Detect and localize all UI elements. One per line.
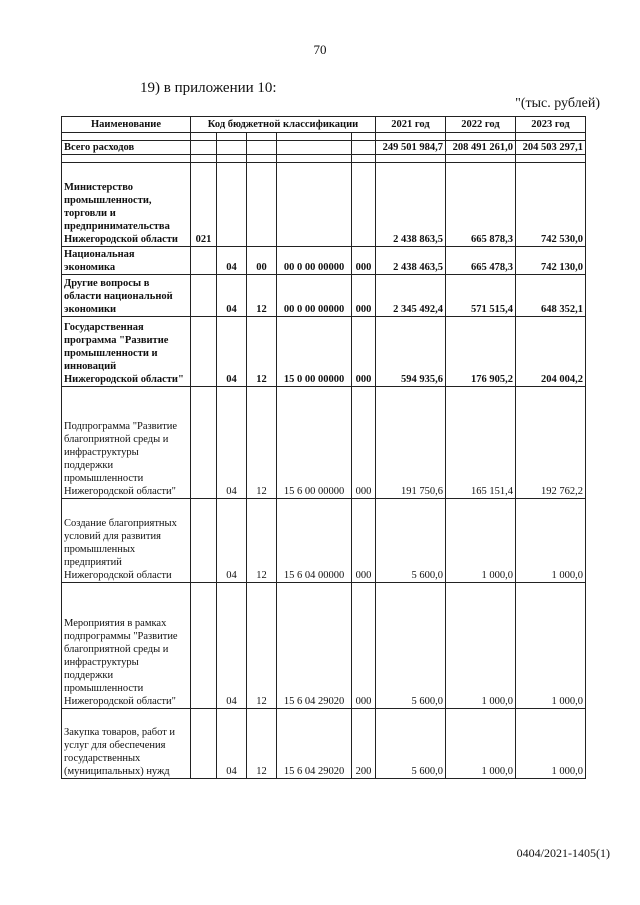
cell-k3: 00: [247, 247, 277, 275]
cell-v1: 594 935,6: [376, 317, 446, 387]
table-body: [62, 133, 586, 779]
cell-v1: 2 345 492,4: [376, 275, 446, 317]
table-row: [62, 709, 586, 779]
cell-v2: 1 000,0: [446, 709, 516, 779]
cell-k2: 04: [217, 317, 247, 387]
cell-k2: 04: [217, 583, 247, 709]
table-row: [62, 275, 586, 317]
cell-k5: 200: [352, 709, 376, 779]
cell-name: Государственная программа "Развитие промышленности и инноваций Нижегородской области": [62, 317, 191, 387]
table-row: [62, 317, 586, 387]
cell-k5: [352, 141, 376, 155]
table-row: [62, 387, 586, 499]
cell-k1: [191, 141, 217, 155]
cell-k4: 15 0 00 00000: [277, 317, 352, 387]
page-number: 70: [313, 42, 327, 57]
table-row: [62, 247, 586, 275]
blank-cell: [277, 155, 352, 163]
cell-v2: 208 491 261,0: [446, 141, 516, 155]
cell-v1: 2 438 463,5: [376, 247, 446, 275]
cell-v1: 5 600,0: [376, 709, 446, 779]
cell-k3: 12: [247, 709, 277, 779]
cell-v3: 1 000,0: [516, 583, 586, 709]
blank-cell: [446, 155, 516, 163]
header-2023: 2023 год: [516, 117, 586, 133]
blank-cell: [352, 155, 376, 163]
cell-k1: [191, 247, 217, 275]
blank-cell: [191, 155, 217, 163]
cell-k3: 12: [247, 387, 277, 499]
cell-k4: 15 6 04 29020: [277, 709, 352, 779]
cell-k3: 12: [247, 499, 277, 583]
cell-k1: 021: [191, 163, 217, 247]
section-intro: 19) в приложении 10:: [140, 80, 277, 96]
cell-v1: 249 501 984,7: [376, 141, 446, 155]
cell-v1: 5 600,0: [376, 499, 446, 583]
cell-k4: [277, 141, 352, 155]
blank-cell: [277, 133, 352, 141]
cell-v2: 665 878,3: [446, 163, 516, 247]
cell-k1: [191, 583, 217, 709]
cell-k4: [277, 163, 352, 247]
blank-cell: [247, 133, 277, 141]
cell-name: Создание благоприятных условий для развития промышленных предприятий Нижегородской области: [62, 499, 191, 583]
cell-v3: 648 352,1: [516, 275, 586, 317]
cell-v3: 192 762,2: [516, 387, 586, 499]
blank-cell: [516, 155, 586, 163]
table-row: [62, 499, 586, 583]
blank-cell: [217, 133, 247, 141]
cell-name: Закупка товаров, работ и услуг для обеспечения государственных (муниципальных) нужд: [62, 709, 191, 779]
table-row: [62, 163, 586, 247]
cell-k5: 000: [352, 247, 376, 275]
cell-k2: 04: [217, 387, 247, 499]
cell-v2: 1 000,0: [446, 583, 516, 709]
blank-cell: [247, 155, 277, 163]
table-row: [62, 583, 586, 709]
cell-v3: 742 130,0: [516, 247, 586, 275]
blank-cell: [62, 133, 191, 141]
cell-k4: 00 0 00 00000: [277, 275, 352, 317]
budget-table: [61, 116, 586, 779]
cell-name: Всего расходов: [62, 141, 191, 155]
cell-k3: 12: [247, 583, 277, 709]
cell-k4: 15 6 04 00000: [277, 499, 352, 583]
cell-v3: 204 004,2: [516, 317, 586, 387]
cell-v1: 5 600,0: [376, 583, 446, 709]
header-2021: 2021 год: [376, 117, 446, 133]
cell-k3: [247, 141, 277, 155]
cell-v2: 176 905,2: [446, 317, 516, 387]
cell-v3: 1 000,0: [516, 499, 586, 583]
blank-row: [62, 133, 586, 141]
cell-k1: [191, 317, 217, 387]
cell-k5: 000: [352, 387, 376, 499]
cell-name: Подпрограмма "Развитие благоприятной среды и инфраструктуры поддержки промышленности Нижегородской области": [62, 387, 191, 499]
header-row: [62, 117, 586, 133]
cell-v1: 191 750,6: [376, 387, 446, 499]
blank-cell: [217, 155, 247, 163]
blank-row: [62, 155, 586, 163]
units-label: "(тыс. рублей): [515, 96, 600, 111]
cell-v3: 1 000,0: [516, 709, 586, 779]
header-code: Код бюджетной классификации: [191, 117, 376, 133]
blank-cell: [352, 133, 376, 141]
table-row: [62, 141, 586, 155]
document-code: 0404/2021-1405(1): [516, 846, 610, 860]
cell-k2: 04: [217, 275, 247, 317]
cell-k4: 00 0 00 00000: [277, 247, 352, 275]
cell-v3: 742 530,0: [516, 163, 586, 247]
cell-k5: 000: [352, 499, 376, 583]
cell-k2: 04: [217, 499, 247, 583]
cell-k5: 000: [352, 275, 376, 317]
blank-cell: [62, 155, 191, 163]
cell-k3: 12: [247, 317, 277, 387]
blank-cell: [376, 133, 446, 141]
cell-v2: 1 000,0: [446, 499, 516, 583]
cell-k2: [217, 163, 247, 247]
cell-v1: 2 438 863,5: [376, 163, 446, 247]
cell-name: Мероприятия в рамках подпрограммы "Развитие благоприятной среды и инфраструктуры поддержки промышленности Нижегородской области": [62, 583, 191, 709]
blank-cell: [191, 133, 217, 141]
cell-k1: [191, 387, 217, 499]
cell-k2: [217, 141, 247, 155]
cell-k4: 15 6 00 00000: [277, 387, 352, 499]
cell-v3: 204 503 297,1: [516, 141, 586, 155]
cell-k5: [352, 163, 376, 247]
blank-cell: [516, 133, 586, 141]
cell-name: Другие вопросы в области национальной экономики: [62, 275, 191, 317]
cell-v2: 665 478,3: [446, 247, 516, 275]
blank-cell: [376, 155, 446, 163]
cell-name: Национальная экономика: [62, 247, 191, 275]
cell-k1: [191, 275, 217, 317]
cell-name: Министерство промышленности, торговли и предпринимательства Нижегородской области: [62, 163, 191, 247]
cell-k4: 15 6 04 29020: [277, 583, 352, 709]
cell-k2: 04: [217, 247, 247, 275]
header-2022: 2022 год: [446, 117, 516, 133]
cell-k1: [191, 709, 217, 779]
cell-k1: [191, 499, 217, 583]
cell-k3: [247, 163, 277, 247]
cell-v2: 571 515,4: [446, 275, 516, 317]
cell-k2: 04: [217, 709, 247, 779]
blank-cell: [446, 133, 516, 141]
cell-v2: 165 151,4: [446, 387, 516, 499]
header-name: Наименование: [62, 117, 191, 133]
cell-k5: 000: [352, 317, 376, 387]
cell-k5: 000: [352, 583, 376, 709]
cell-k3: 12: [247, 275, 277, 317]
